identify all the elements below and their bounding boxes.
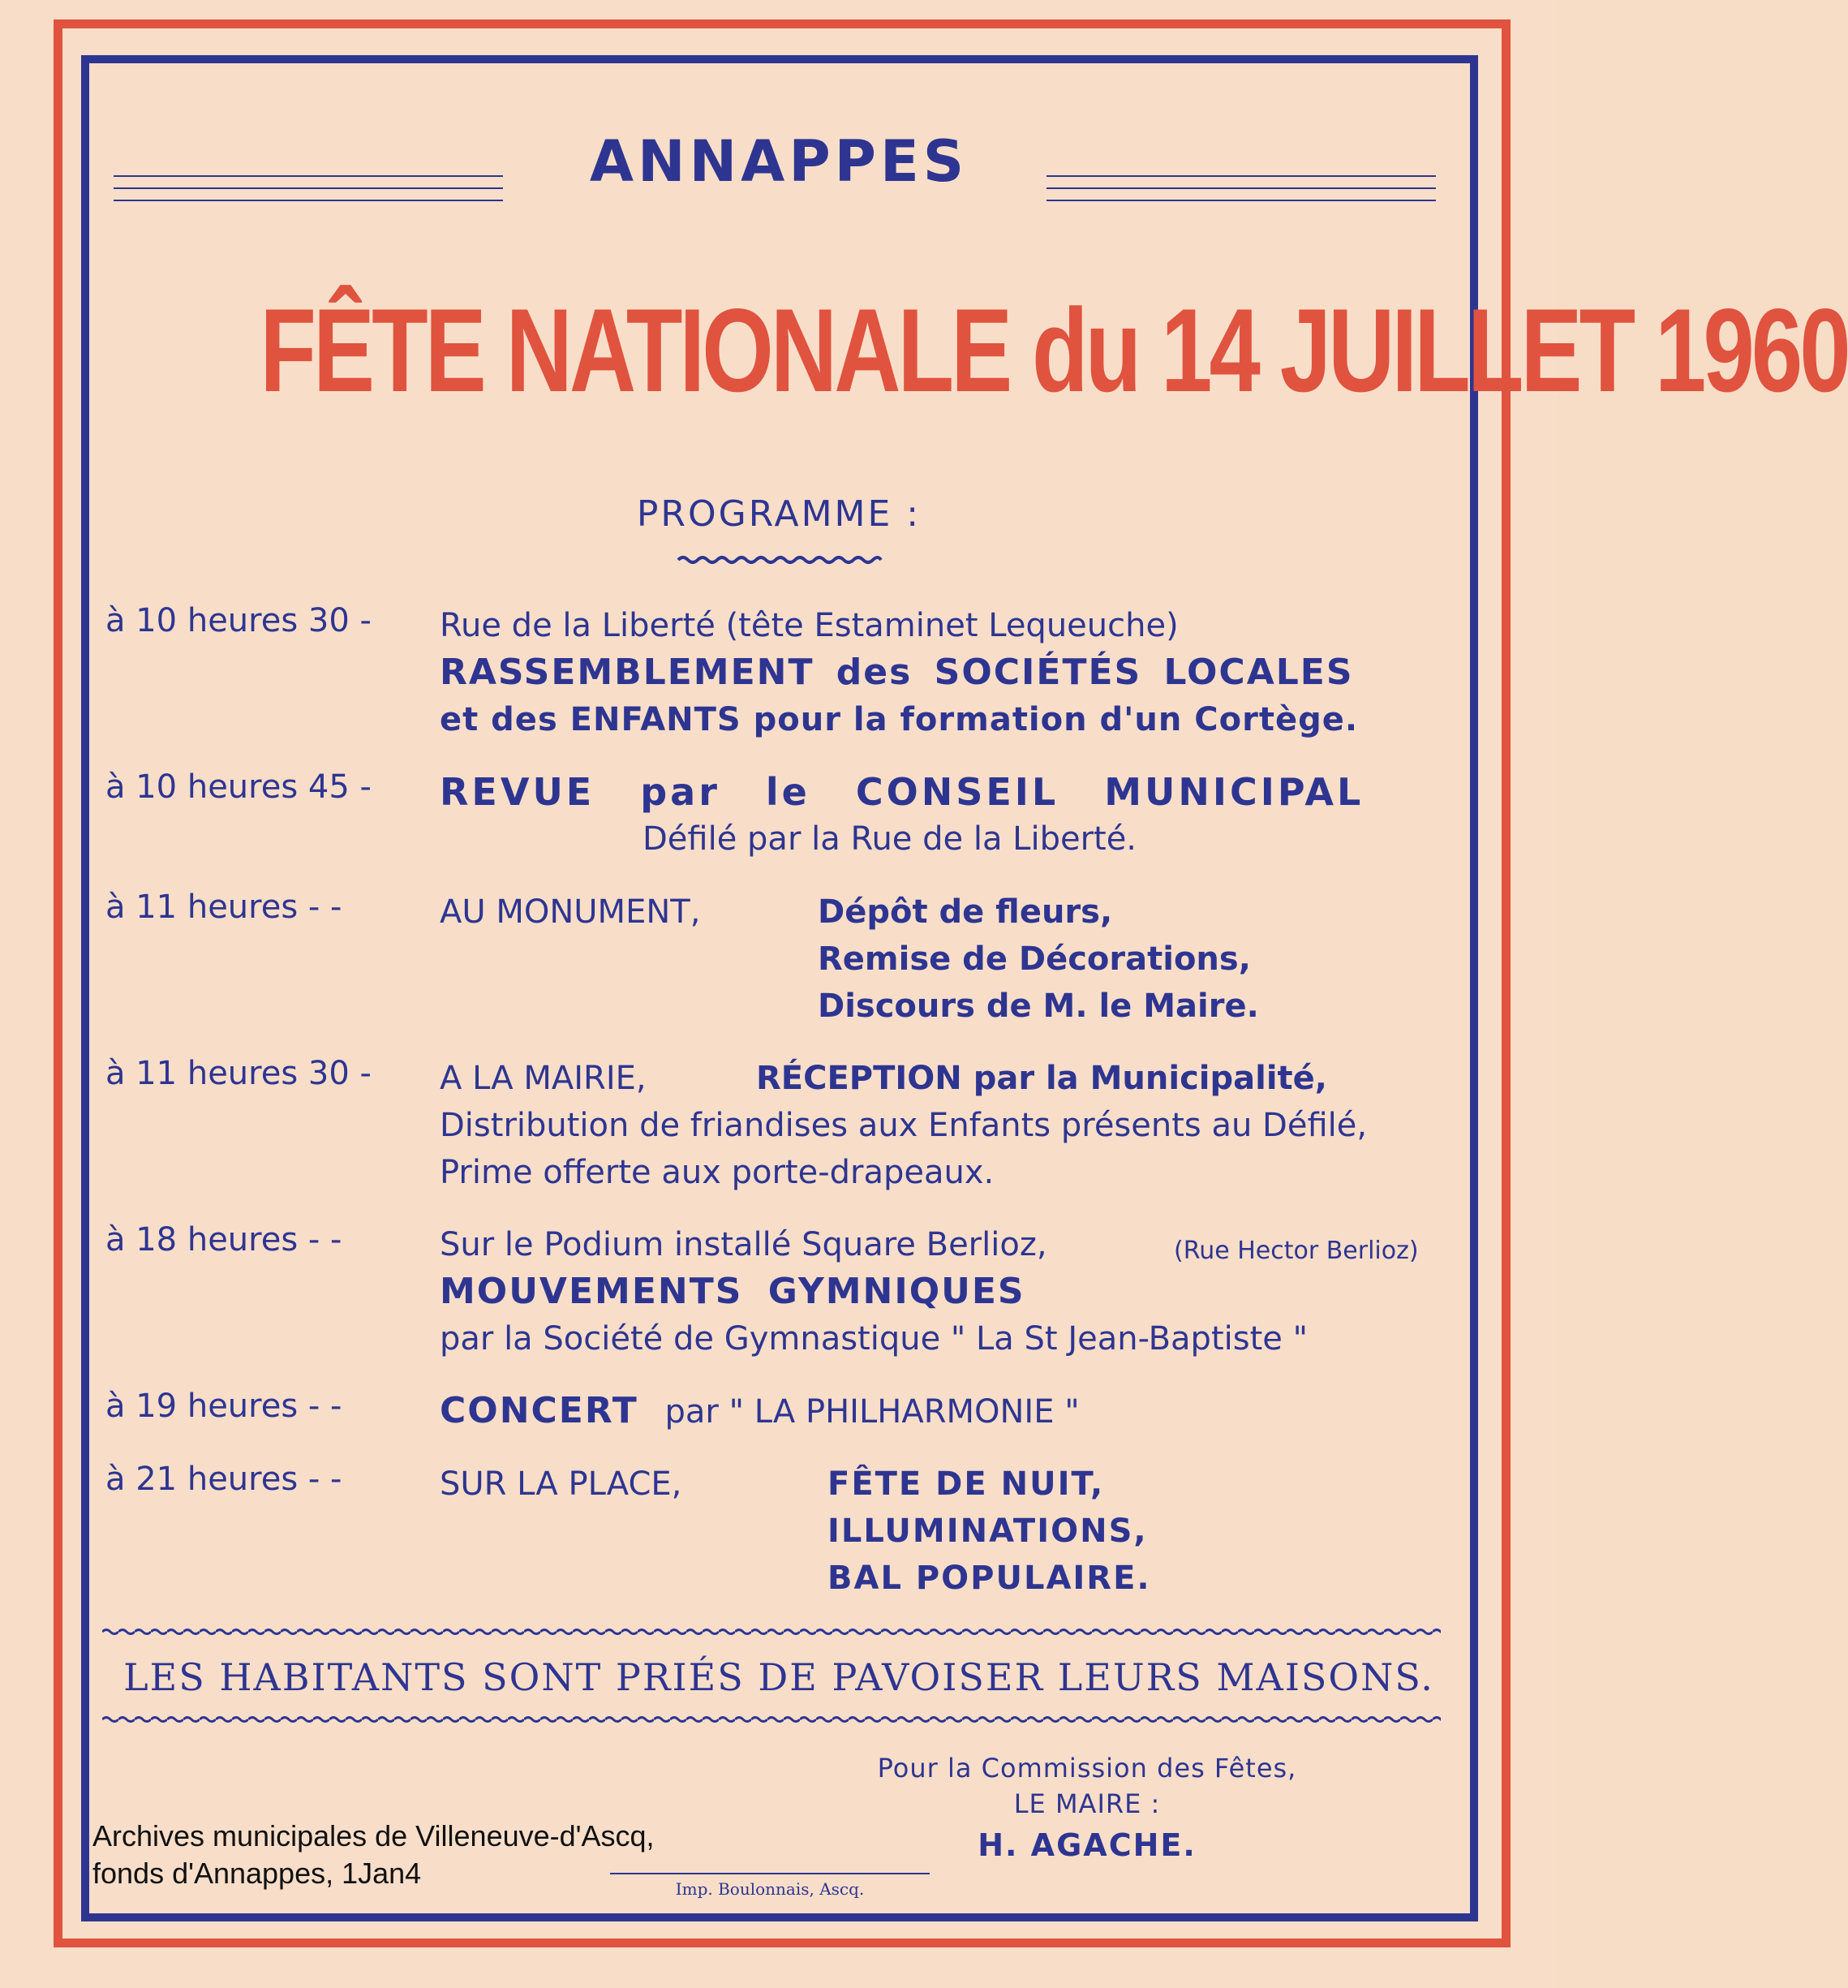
printer-rule xyxy=(610,1873,930,1874)
schedule-line: CONCERT xyxy=(440,1390,638,1431)
schedule-line: (Rue Hector Berlioz) xyxy=(1174,1237,1419,1265)
notice: LES HABITANTS SONT PRIÉS DE PAVOISER LEURS MAISONS. xyxy=(123,1655,1434,1699)
schedule-line: Distribution de friandises aux Enfants présents au Défilé, xyxy=(440,1107,1368,1144)
programme-heading: PROGRAMME : xyxy=(636,493,922,535)
schedule-line: MOUVEMENTS GYMNIQUES xyxy=(440,1271,1025,1312)
schedule-line: Dépôt de fleurs, xyxy=(818,893,1113,931)
wavy-rule-bottom xyxy=(102,1714,1441,1725)
printer-credit: Imp. Boulonnais, Ascq. xyxy=(675,1879,865,1899)
signature-name: H. AGACHE. xyxy=(978,1827,1197,1863)
schedule-time: à 19 heures - - xyxy=(105,1388,342,1425)
schedule-line: Discours de M. le Maire. xyxy=(818,988,1259,1025)
town-name: ANNAPPES xyxy=(589,128,969,195)
schedule-place: A LA MAIRIE, xyxy=(440,1060,647,1097)
schedule-line: Sur le Podium installé Square Berlioz, xyxy=(440,1226,1047,1263)
schedule-line: REVUE par le CONSEIL MUNICIPAL xyxy=(440,770,1365,814)
archive-caption-line1: Archives municipales de Villeneuve-d'Ascq, xyxy=(92,1819,655,1852)
schedule-time: à 18 heures - - xyxy=(105,1221,342,1259)
schedule-line: par la Société de Gymnastique " La St Jean-Baptiste " xyxy=(440,1320,1308,1358)
schedule-place: SUR LA PLACE, xyxy=(440,1465,682,1503)
schedule-line: RÉCEPTION par la Municipalité, xyxy=(756,1060,1327,1097)
wavy-underline xyxy=(678,552,881,568)
schedule-line: et des ENFANTS pour la formation d'un Cortège. xyxy=(440,701,1359,738)
schedule-time: à 21 heures - - xyxy=(105,1461,342,1498)
schedule-line: Défilé par la Rue de la Liberté. xyxy=(643,820,1137,858)
signature-line2: LE MAIRE : xyxy=(1013,1788,1161,1819)
schedule-line: Rue de la Liberté (tête Estaminet Lequeuche) xyxy=(440,607,1179,644)
signature-block xyxy=(860,1753,1314,1863)
wavy-rule-top xyxy=(102,1626,1441,1637)
schedule-time: à 10 heures 45 - xyxy=(105,768,372,806)
poster-title: FÊTE NATIONALE du 14 JUILLET 1960 xyxy=(260,284,1848,416)
schedule-time: à 11 heures - - xyxy=(105,889,342,926)
schedule-place: AU MONUMENT, xyxy=(440,893,701,931)
header xyxy=(114,122,1444,235)
schedule-line: Prime offerte aux porte-drapeaux. xyxy=(440,1154,995,1191)
schedule-line: par " LA PHILHARMONIE " xyxy=(664,1393,1080,1431)
archive-caption xyxy=(92,1818,655,1892)
schedule-line: RASSEMBLEMENT des SOCIÉTÉS LOCALES xyxy=(440,652,1354,693)
schedule-time: à 10 heures 30 - xyxy=(105,602,372,639)
schedule-line: Remise de Décorations, xyxy=(818,940,1251,978)
schedule-time: à 11 heures 30 - xyxy=(105,1055,372,1092)
schedule-line: FÊTE DE NUIT, xyxy=(827,1465,1105,1503)
archive-caption-line2: fonds d'Annappes, 1Jan4 xyxy=(92,1857,422,1890)
schedule-line: BAL POPULAIRE. xyxy=(827,1560,1151,1597)
signature-line1: Pour la Commission des Fêtes, xyxy=(877,1753,1297,1784)
schedule-line: ILLUMINATIONS, xyxy=(827,1513,1148,1550)
